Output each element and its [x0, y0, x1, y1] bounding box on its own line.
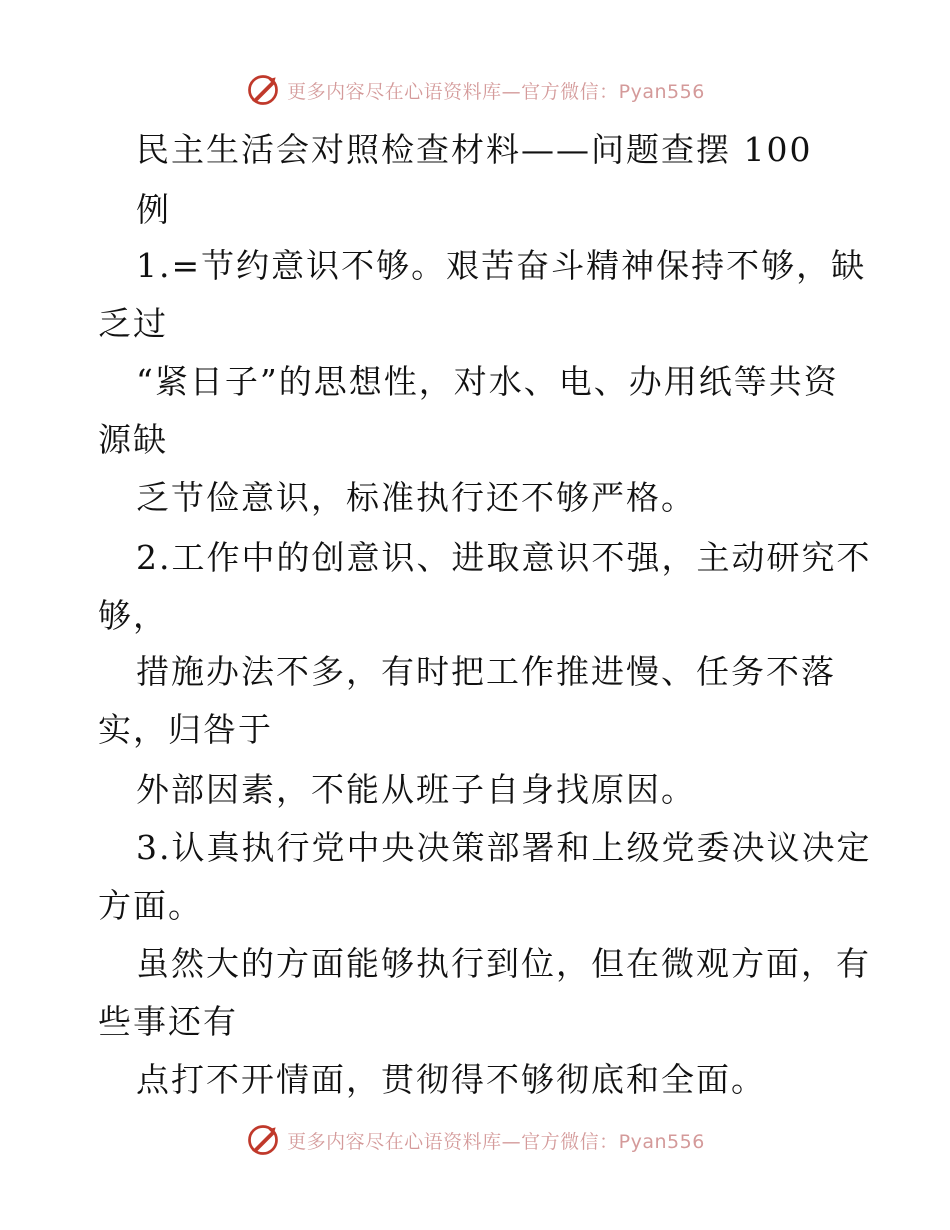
paragraph-line: 乏节俭意识，标准执行还不够严格。	[136, 478, 696, 517]
paragraph-line: 乏过	[98, 304, 168, 343]
paragraph-line: 点打不开情面，贯彻得不够彻底和全面。	[136, 1060, 766, 1099]
paragraph-line: 3.认真执行党中央决策部署和上级党委决议决定	[136, 828, 872, 867]
paragraph-line: 源缺	[98, 420, 168, 459]
paragraph-line: 措施办法不多，有时把工作推进慢、任务不落	[136, 652, 836, 691]
paragraph-line: 虽然大的方面能够执行到位，但在微观方面，有	[136, 944, 871, 983]
paragraph-line: 实，归咎于	[98, 710, 273, 749]
quill-circle-icon	[245, 1122, 281, 1158]
paragraph-line: 些事还有	[98, 1002, 238, 1041]
footer-watermark-text: 更多内容尽在心语资料库—官方微信：Pyan556	[287, 1130, 705, 1153]
quill-circle-icon	[245, 72, 281, 108]
paragraph-line: 1.=节约意识不够。艰苦奋斗精神保持不够，缺	[136, 246, 867, 285]
header-watermark-banner	[0, 68, 950, 112]
paragraph-line: 够，	[98, 596, 168, 635]
document-title-continued: 例	[136, 190, 171, 229]
header-watermark-text: 更多内容尽在心语资料库—官方微信：Pyan556	[287, 80, 705, 103]
document-title: 民主生活会对照检查材料——问题查摆 100	[136, 130, 813, 169]
paragraph-line: “紧日子”的思想性，对水、电、办用纸等共资	[136, 362, 839, 401]
paragraph-line: 外部因素，不能从班子自身找原因。	[136, 770, 696, 809]
paragraph-line: 方面。	[98, 886, 203, 925]
footer-watermark-banner	[0, 1118, 950, 1162]
paragraph-line: 2.工作中的创意识、进取意识不强，主动研究不	[136, 538, 872, 577]
